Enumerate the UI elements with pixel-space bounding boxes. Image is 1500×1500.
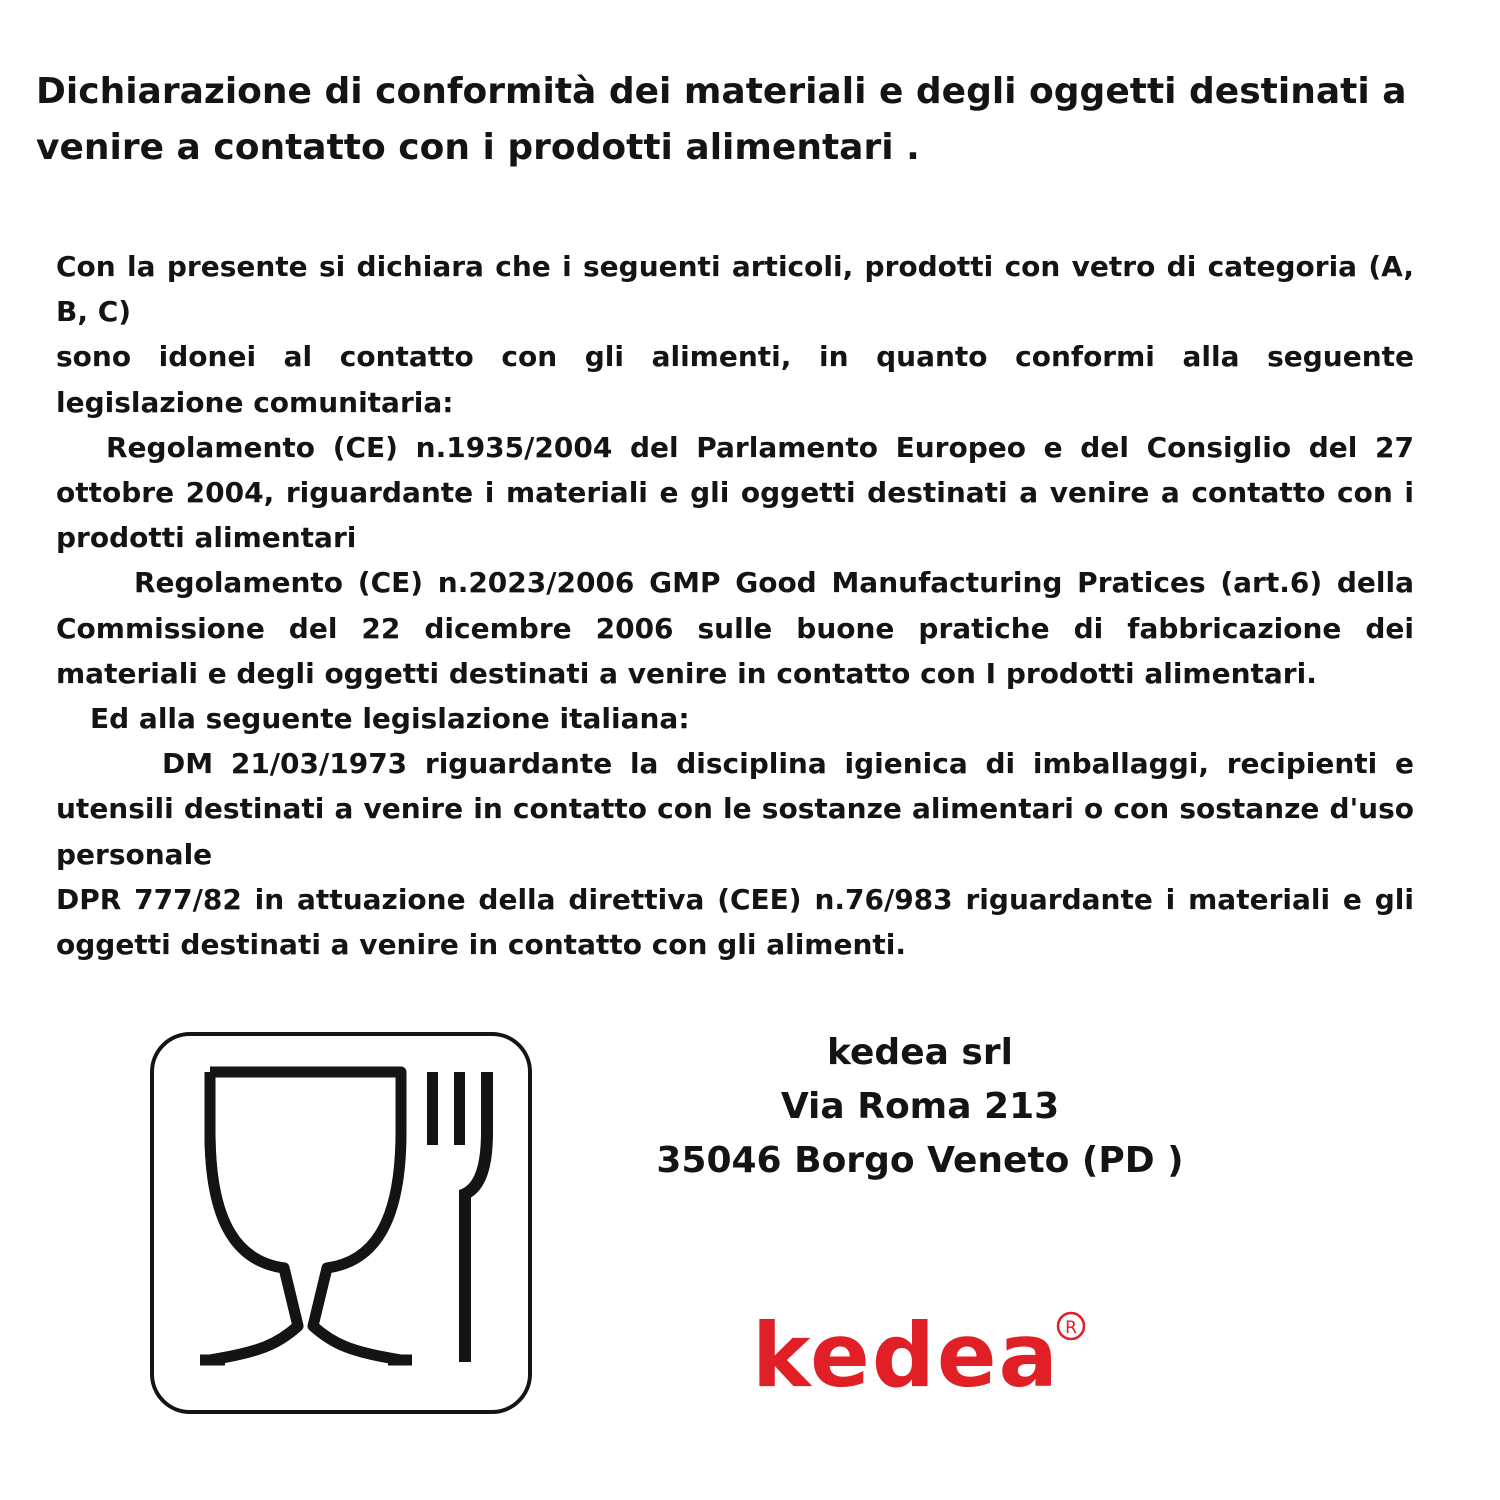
company-address — [620, 1026, 1220, 1188]
company-street: Via Roma 213 — [780, 1086, 1060, 1127]
company-city: 35046 Borgo Veneto (PD ) — [656, 1140, 1184, 1181]
dm-21-03-1973: DM 21/03/1973 riguardante la disciplina igienica di imballaggi, recipienti e utensili destinati a venire in contatto con le sostanze alimentari o con sostanze d'uso personale — [56, 747, 1414, 871]
glass-and-fork-icon — [150, 1032, 532, 1414]
logo-wordmark: kedea — [752, 1304, 1060, 1400]
kedea-logo — [750, 1300, 1100, 1400]
regulation-1935-2004: Regolamento (CE) n.1935/2004 del Parlamento Europeo e del Consiglio del 27 ottobre 2004, riguardante i materiali e gli oggetti destinati a venire a contatto con i prodotti alimentari — [56, 430, 1414, 555]
registered-mark: R — [1065, 1318, 1077, 1338]
declaration-body — [56, 244, 1414, 967]
company-name: kedea srl — [827, 1032, 1013, 1073]
declaration-intro: Con la presente si dichiara che i seguenti articoli, prodotti con vetro di categoria (A, B, C) — [56, 250, 1414, 329]
declaration-compliance: sono idonei al contatto con gli alimenti, in quanto conformi alla seguente legislazione comunitaria: — [56, 340, 1414, 419]
italian-legislation-heading: Ed alla seguente legislazione italiana: — [90, 702, 690, 736]
regulation-2023-2006: Regolamento (CE) n.2023/2006 GMP Good Manufacturing Pratices (art.6) della Commissione del 22 dicembre 2006 sulle buone pratiche di fabbricazione dei materiali e degli oggetti destinati a venire in contatto con I prodotti alimentari. — [56, 566, 1414, 690]
dpr-777-82: DPR 777/82 in attuazione della direttiva (CEE) n.76/983 riguardante i materiali e gli oggetti destinati a venire in contatto con gli alimenti. — [56, 882, 1414, 962]
document-title: Dichiarazione di conformità dei materiali e degli oggetti destinati a venire a contatto con i prodotti alimentari . — [36, 71, 1407, 168]
